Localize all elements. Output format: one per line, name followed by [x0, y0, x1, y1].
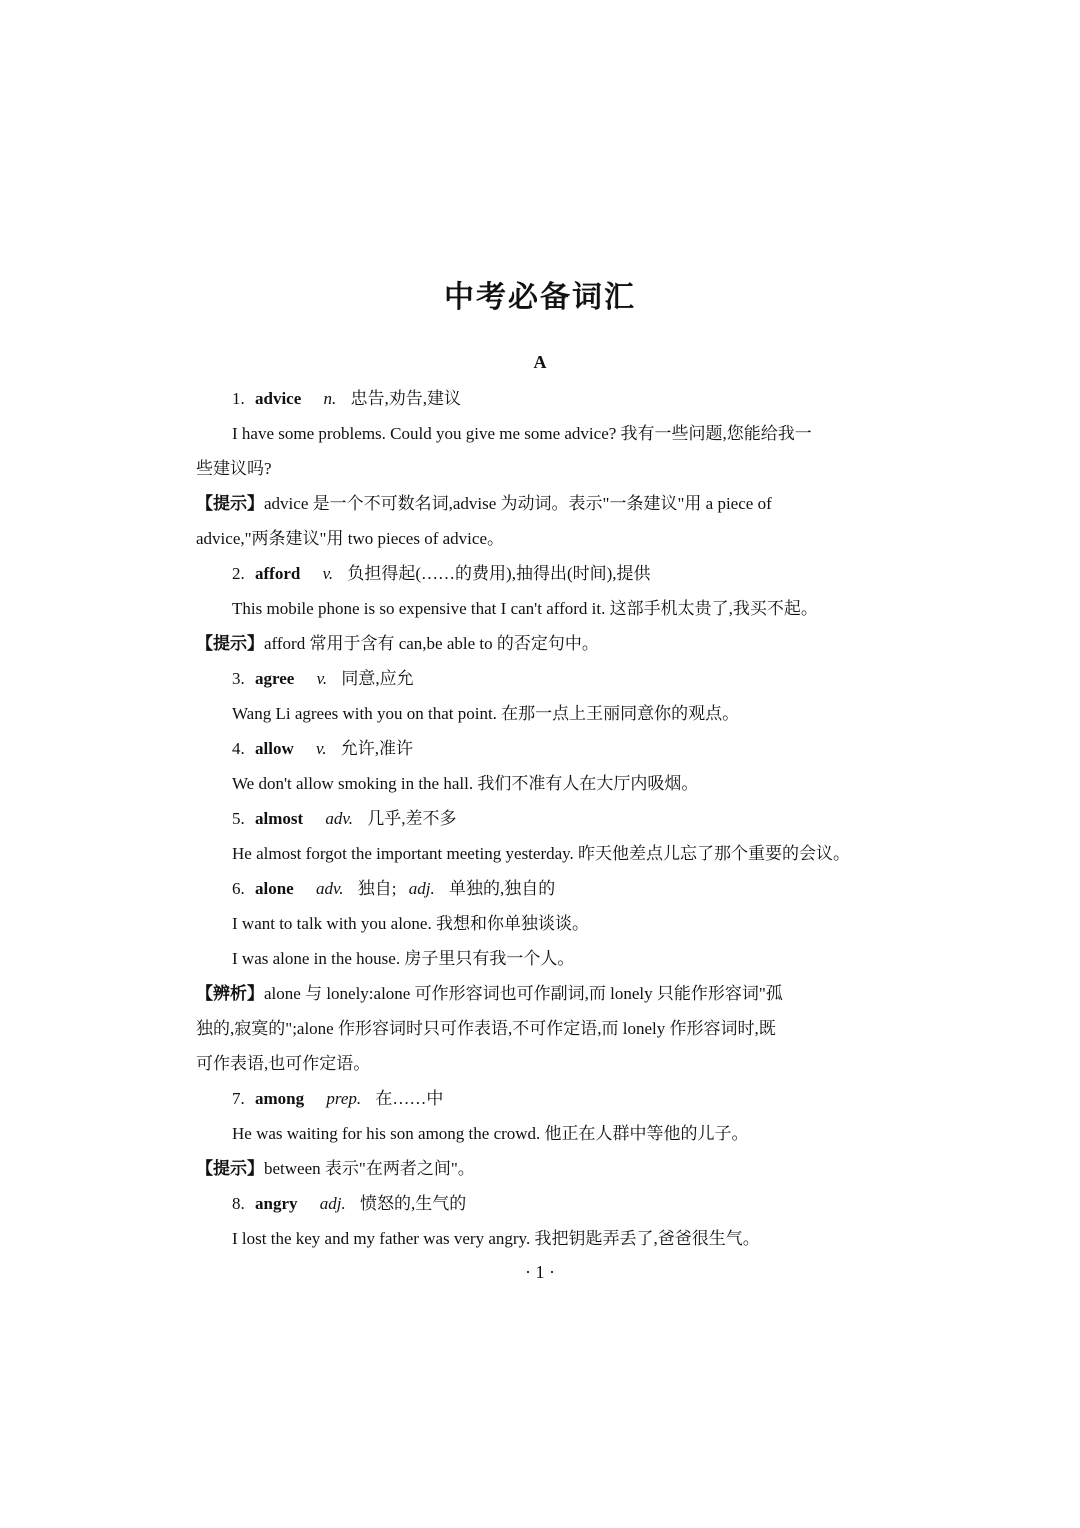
note-text: advice 是一个不可数名词,advise 为动词。表示"一条建议"用 a piece of — [264, 494, 772, 513]
meaning: 忠告,劝告,建议 — [350, 389, 462, 408]
headword: advice — [255, 389, 302, 408]
section-letter: A — [533, 352, 547, 372]
page-number: · 1 · — [525, 1262, 555, 1282]
entry-headword — [232, 808, 882, 830]
entry-number: 6. — [232, 879, 245, 898]
entry-headword — [232, 563, 882, 585]
entry-headword — [232, 738, 882, 760]
note-text: between 表示"在两者之间"。 — [264, 1159, 475, 1178]
note-tag: 【提示】 — [196, 494, 264, 514]
example-sentence: I have some problems. Could you give me some advice? 我有一些问题,您能给我一 — [232, 424, 812, 443]
part-of-speech: adv. — [315, 879, 344, 898]
part-of-speech-secondary: adj. — [408, 879, 435, 898]
meaning: 同意,应允 — [341, 669, 414, 688]
note-text: alone 与 lonely:alone 可作形容词也可作副词,而 lonely 只能作形容词"孤 — [264, 984, 783, 1003]
example-sentence: I lost the key and my father was very angry. 我把钥匙弄丢了,爸爸很生气。 — [232, 1229, 760, 1248]
part-of-speech: adj. — [319, 1194, 346, 1213]
note — [196, 493, 886, 515]
note-text-continued: 可作表语,也可作定语。 — [196, 1054, 371, 1073]
headword: alone — [255, 879, 294, 898]
headword: agree — [255, 669, 295, 688]
part-of-speech: prep. — [326, 1089, 362, 1108]
headword: among — [255, 1089, 305, 1108]
entry-number: 3. — [232, 669, 245, 688]
part-of-speech: v. — [316, 669, 328, 688]
meaning: 几乎,差不多 — [367, 809, 457, 828]
entry-number: 5. — [232, 809, 245, 828]
entry-headword — [232, 388, 882, 410]
part-of-speech: v. — [322, 564, 334, 583]
headword: angry — [255, 1194, 298, 1213]
headword: almost — [255, 809, 304, 828]
part-of-speech: v. — [315, 739, 327, 758]
page-title: 中考必备词汇 — [444, 280, 636, 315]
entry-number: 7. — [232, 1089, 245, 1108]
note — [196, 983, 886, 1005]
note-text: afford 常用于含有 can,be able to 的否定句中。 — [264, 634, 599, 653]
headword: allow — [255, 739, 294, 758]
entry-number: 4. — [232, 739, 245, 758]
note-text-continued: 独的,寂寞的";alone 作形容词时只可作表语,不可作定语,而 lonely 作形容词时,既 — [196, 1019, 776, 1038]
example-sentence-continued: 些建议吗? — [196, 459, 272, 478]
entry-number: 8. — [232, 1194, 245, 1213]
example-sentence: This mobile phone is so expensive that I can't afford it. 这部手机太贵了,我买不起。 — [232, 599, 818, 618]
meaning: 愤怒的,生气的 — [359, 1194, 467, 1213]
example-sentence: He almost forgot the important meeting yesterday. 昨天他差点儿忘了那个重要的会议。 — [232, 844, 851, 863]
example-sentence: He was waiting for his son among the crowd. 他正在人群中等他的儿子。 — [232, 1124, 749, 1143]
meaning: 在……中 — [375, 1089, 444, 1108]
example-sentence: Wang Li agrees with you on that point. 在那一点上王丽同意你的观点。 — [232, 704, 740, 723]
meaning: 允许,准许 — [340, 739, 414, 758]
note-tag: 【提示】 — [196, 634, 264, 654]
entry-headword — [232, 878, 882, 900]
part-of-speech: n. — [323, 389, 337, 408]
entry-headword — [232, 668, 882, 690]
example-sentence: We don't allow smoking in the hall. 我们不准有人在大厅内吸烟。 — [232, 774, 699, 793]
note-tag: 【辨析】 — [196, 984, 264, 1004]
entry-number: 2. — [232, 564, 245, 583]
note — [196, 1158, 886, 1180]
entry-headword — [232, 1088, 882, 1110]
note-tag: 【提示】 — [196, 1159, 264, 1179]
example-sentence: I want to talk with you alone. 我想和你单独谈谈。 — [232, 914, 589, 933]
entry-headword — [232, 1193, 882, 1215]
entry-number: 1. — [232, 389, 245, 408]
meaning: 独自; — [357, 879, 397, 898]
note — [196, 633, 886, 655]
meaning: 负担得起(……的费用),抽得出(时间),提供 — [347, 564, 651, 583]
meaning-secondary: 单独的,独自的 — [449, 879, 556, 898]
part-of-speech: adv. — [325, 809, 353, 828]
headword: afford — [255, 564, 301, 583]
note-text-continued: advice,"两条建议"用 two pieces of advice。 — [196, 529, 504, 548]
example-sentence: I was alone in the house. 房子里只有我一个人。 — [232, 949, 575, 968]
